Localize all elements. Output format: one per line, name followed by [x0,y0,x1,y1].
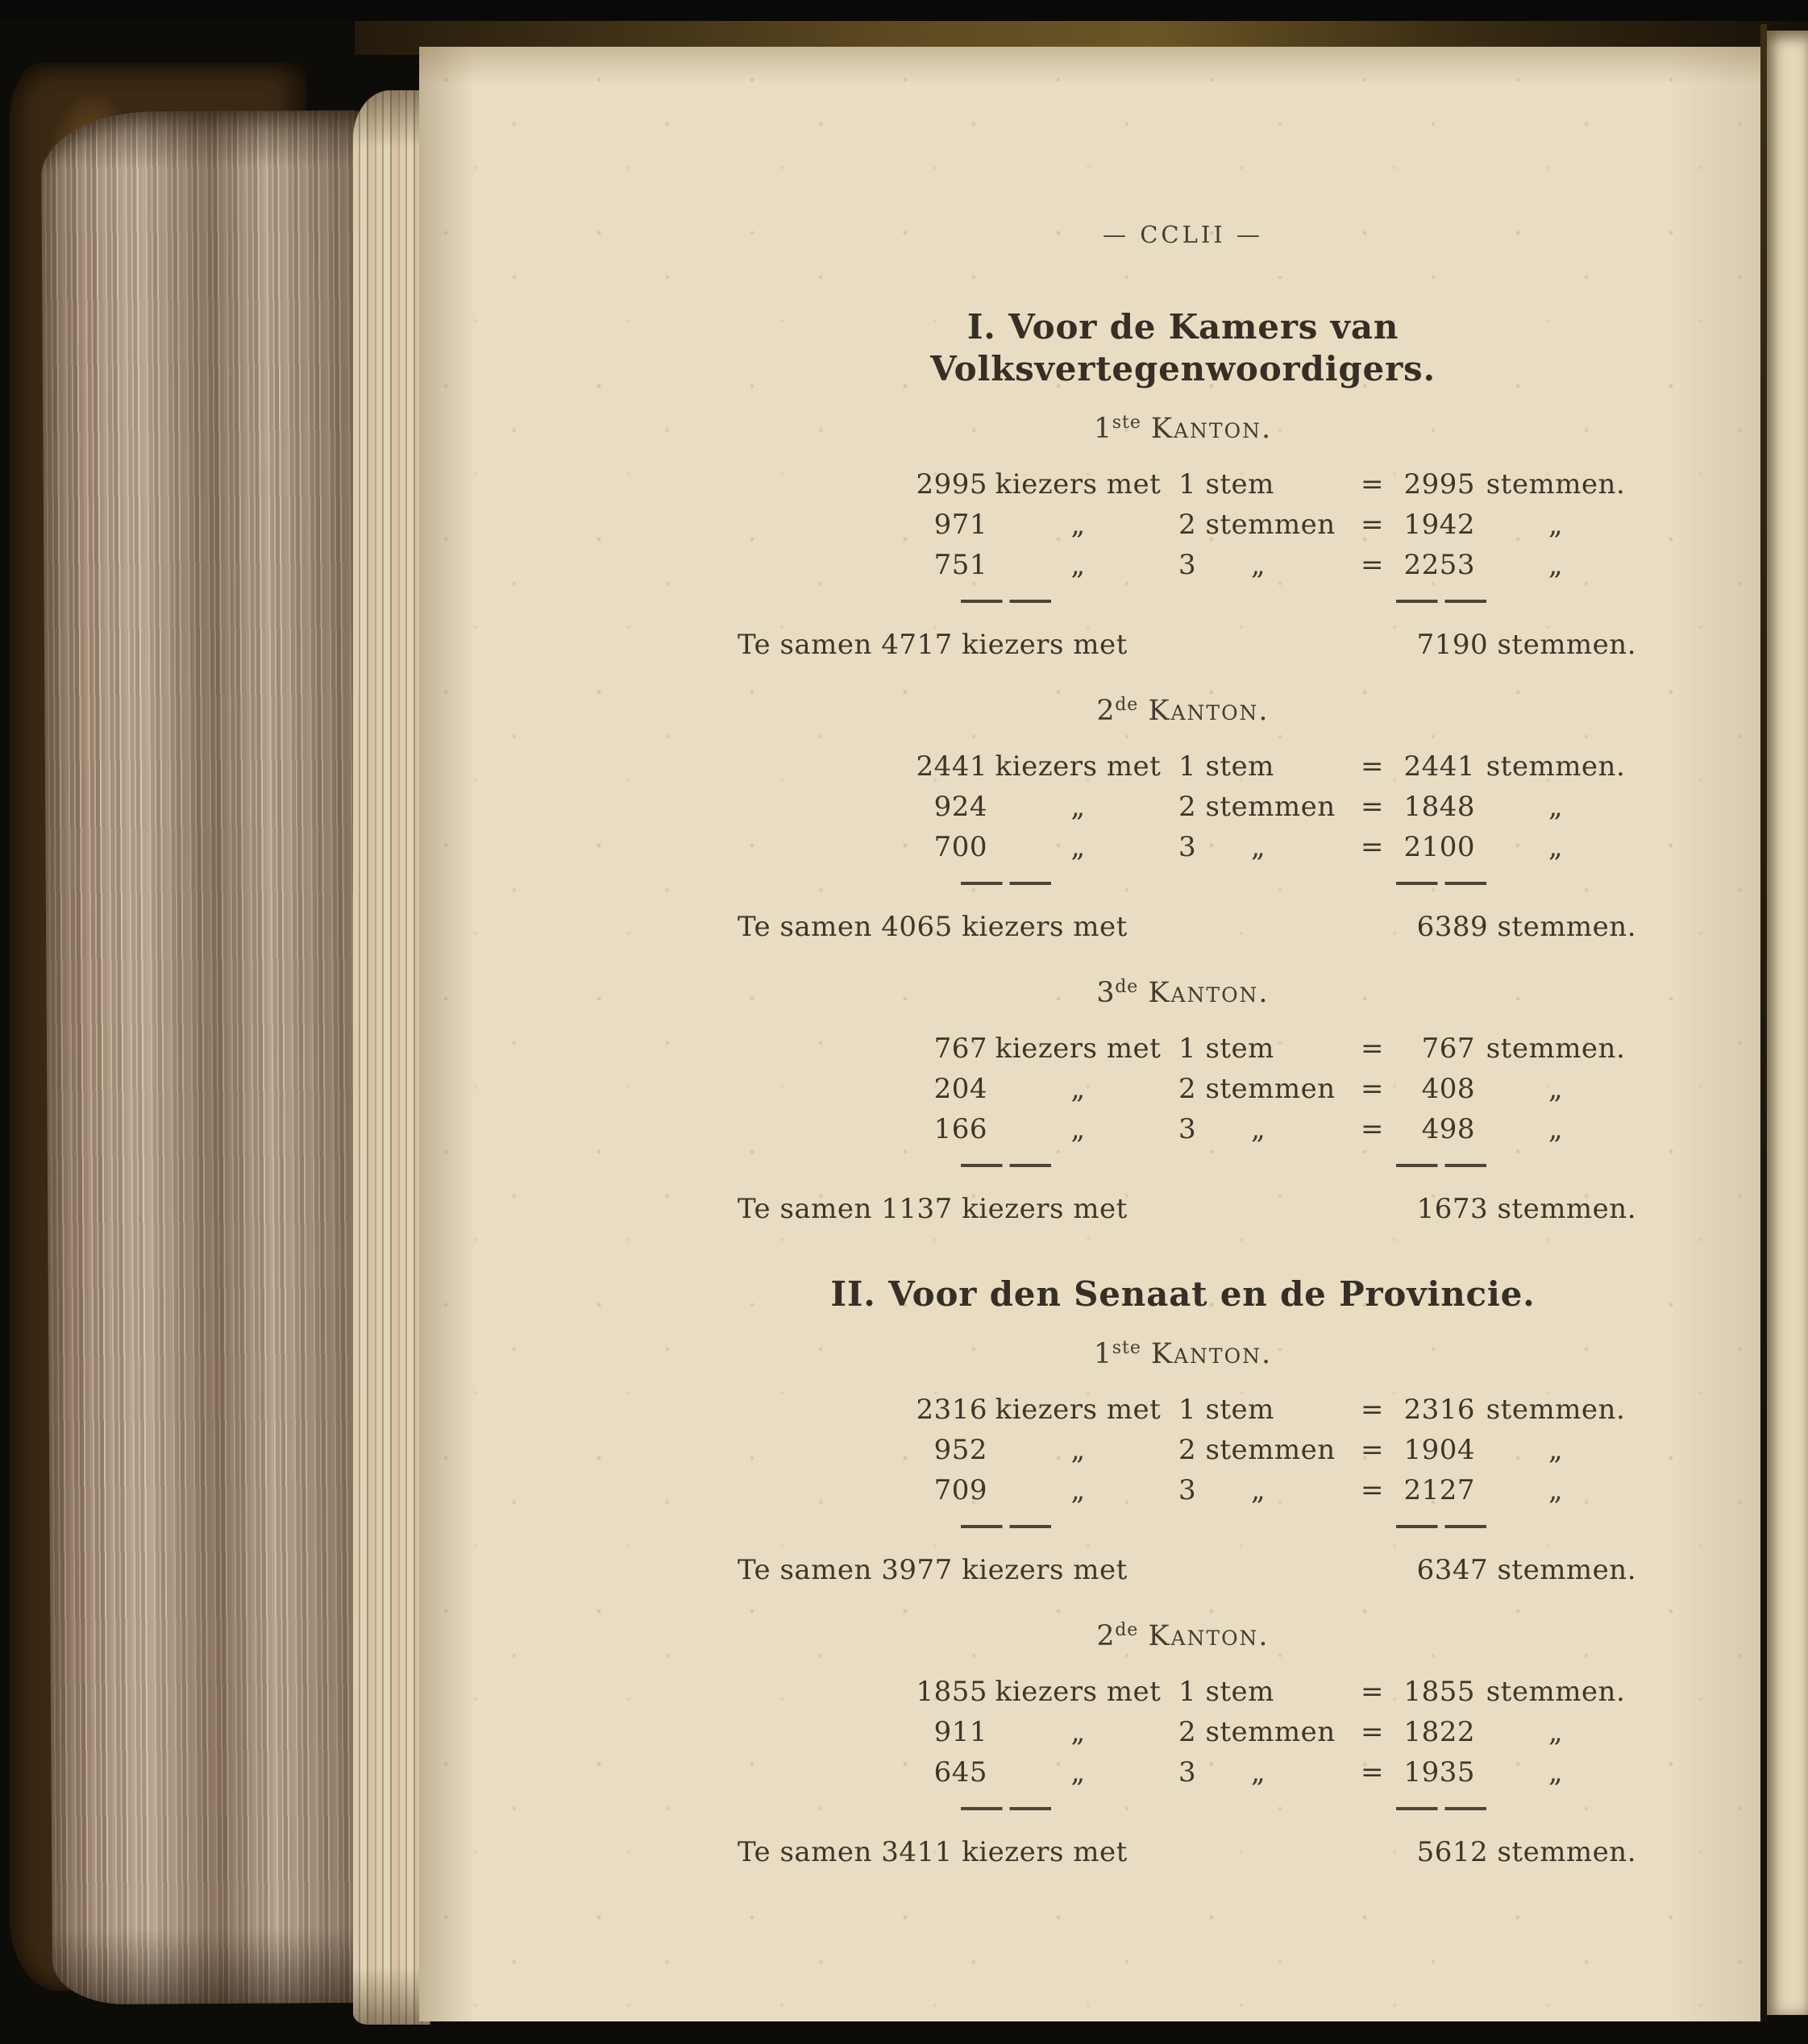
kanton-number: 2 [1096,1620,1116,1652]
vote-cell: = [1361,1676,1384,1708]
total-row [729,627,1636,663]
next-page-sliver [1767,31,1808,2015]
vote-cell: = [1361,831,1384,863]
vote-cell: = [1361,1032,1384,1065]
page-content [419,47,1762,1870]
vote-cell: 911 [933,1716,987,1748]
vote-cell: 2100 [1403,831,1475,863]
vote-cell: = [1361,509,1384,541]
total-row [729,909,1636,945]
vote-cell: 645 [933,1756,987,1788]
vote-cell: „ [1548,1716,1564,1748]
sum-rule-left [961,600,1051,603]
vote-cell: 1 stem [1178,1032,1274,1065]
vote-table [911,1390,1636,1535]
vote-cell: stemmen. [1486,1394,1626,1426]
sum-rules-row [911,1525,1636,1535]
kanton-number: 1 [1093,1338,1112,1370]
vote-cell: 204 [933,1073,987,1105]
vote-cell: „ [1548,791,1564,823]
total-left: Te samen 3411 kiezers met [738,1836,1128,1868]
vote-cell: stemmen. [1486,750,1626,783]
total-right: 1673 stemmen. [1416,1193,1636,1225]
vote-cell: „ [1548,1434,1564,1466]
total-left: Te samen 4065 kiezers met [738,911,1128,943]
kanton-ordinal-suffix: de [1115,977,1139,997]
section-2-kantons [729,1336,1636,1870]
kanton-heading [729,1336,1636,1372]
vote-cell: 408 [1421,1073,1475,1105]
vote-cell: „ [1070,1073,1086,1105]
vote-row [911,1712,1636,1752]
sum-rule-left [961,1525,1051,1528]
vote-cell: „ [1070,509,1086,541]
vote-cell: 1822 [1403,1716,1475,1748]
vote-row [911,1028,1636,1069]
kanton-ordinal-suffix: de [1115,1620,1139,1640]
vote-cell: 2 stemmen [1178,1073,1336,1105]
total-right: 5612 stemmen. [1416,1836,1636,1868]
vote-cell: „ [1548,1756,1564,1788]
vote-cell: „ [1548,1113,1564,1145]
kanton-heading [729,975,1636,1011]
vote-cell: stemmen. [1486,468,1626,501]
vote-cell: 1855 [1403,1676,1475,1708]
vote-cell: stemmen. [1486,1676,1626,1708]
vote-cell: kiezers met [995,1032,1162,1065]
sum-rules-row [911,1164,1636,1174]
vote-cell: 700 [933,831,987,863]
vote-row [911,787,1636,827]
vote-cell: 3 „ [1178,1113,1266,1145]
sum-rules-row [911,600,1636,609]
kanton-block [729,975,1636,1227]
vote-cell: 1942 [1403,509,1475,541]
kanton-block [729,1618,1636,1870]
vote-cell: 2316 [1403,1394,1475,1426]
vote-cell: 971 [933,509,987,541]
kanton-heading [729,1618,1636,1654]
vote-cell: 751 [933,549,987,581]
vote-cell: 2995 [916,468,987,501]
vote-cell: 2 stemmen [1178,1434,1336,1466]
vote-cell: 1935 [1403,1756,1475,1788]
vote-table [911,464,1636,609]
vote-cell: „ [1548,831,1564,863]
vote-cell: 2253 [1403,549,1475,581]
vote-cell: „ [1070,1474,1086,1506]
vote-row [911,827,1636,867]
vote-row [911,1672,1636,1712]
book-page [419,47,1762,2021]
total-row [729,1191,1636,1227]
kanton-heading [729,693,1636,729]
vote-cell: = [1361,1756,1384,1788]
kanton-label: Kanton. [1148,977,1270,1009]
vote-cell: = [1361,1113,1384,1145]
total-row [729,1552,1636,1588]
vote-row [911,1069,1636,1109]
fanned-page-edges [41,110,375,2005]
kanton-label: Kanton. [1148,1620,1270,1652]
vote-row [911,746,1636,787]
sum-rule-right [1396,1525,1486,1528]
vote-cell: „ [1548,1474,1564,1506]
vote-cell: 952 [933,1434,987,1466]
vote-cell: = [1361,1073,1384,1105]
sum-rule-right [1396,1807,1486,1810]
sum-rules-row [911,882,1636,891]
vote-cell: „ [1548,549,1564,581]
vote-cell: kiezers met [995,750,1162,783]
vote-cell: 1855 [916,1676,987,1708]
scan-background-top [0,0,1808,21]
vote-cell: „ [1070,1434,1086,1466]
vote-cell: „ [1548,509,1564,541]
vote-cell: 498 [1421,1113,1475,1145]
vote-cell: 3 „ [1178,549,1266,581]
kanton-ordinal-suffix: ste [1112,413,1141,433]
vote-cell: 767 [1421,1032,1475,1065]
vote-row [911,464,1636,505]
total-right: 6347 stemmen. [1416,1554,1636,1586]
vote-cell: 166 [933,1113,987,1145]
total-left: Te samen 1137 kiezers met [738,1193,1128,1225]
section-title-2: II. Voor den Senaat en de Provincie. [830,1274,1536,1314]
kanton-block [729,411,1636,663]
vote-cell: kiezers met [995,1394,1162,1426]
vote-cell: = [1361,1474,1384,1506]
vote-cell: „ [1070,791,1086,823]
vote-row [911,1109,1636,1149]
vote-row [911,1752,1636,1793]
total-left: Te samen 4717 kiezers met [738,629,1128,661]
vote-cell: 1 stem [1178,468,1274,501]
vote-cell: = [1361,791,1384,823]
vote-cell: 2 stemmen [1178,1716,1336,1748]
sum-rule-right [1396,1164,1486,1167]
vote-row [911,1430,1636,1470]
sum-rule-left [961,1807,1051,1810]
total-row [729,1834,1636,1870]
vote-cell: „ [1070,1716,1086,1748]
kanton-ordinal-suffix: ste [1112,1338,1141,1358]
vote-cell: 1 stem [1178,1394,1274,1426]
vote-cell: = [1361,468,1384,501]
total-left: Te samen 3977 kiezers met [738,1554,1128,1586]
vote-cell: 3 „ [1178,1756,1266,1788]
vote-cell: 1904 [1403,1434,1475,1466]
vote-cell: = [1361,750,1384,783]
vote-cell: 924 [933,791,987,823]
vote-cell: = [1361,549,1384,581]
kanton-number: 2 [1096,695,1116,727]
vote-cell: „ [1070,549,1086,581]
vote-cell: 1848 [1403,791,1475,823]
vote-cell: 2127 [1403,1474,1475,1506]
vote-cell: „ [1070,1756,1086,1788]
vote-cell: = [1361,1434,1384,1466]
kanton-number: 3 [1096,977,1116,1009]
kanton-heading [729,411,1636,447]
vote-cell: kiezers met [995,468,1162,501]
vote-table [911,746,1636,891]
kanton-label: Kanton. [1150,413,1273,445]
vote-cell: 3 „ [1178,831,1266,863]
vote-cell: 1 stem [1178,1676,1274,1708]
section-1-kantons [729,411,1636,1227]
vote-cell: 2 stemmen [1178,791,1336,823]
vote-cell: = [1361,1394,1384,1426]
vote-row [911,1470,1636,1510]
vote-row [911,505,1636,545]
vote-row [911,545,1636,585]
sum-rule-right [1396,600,1486,603]
sum-rule-left [961,1164,1051,1167]
page-gutter-shadow [1760,24,1767,2021]
vote-table [911,1028,1636,1174]
vote-cell: 2995 [1403,468,1475,501]
vote-cell: 2441 [916,750,987,783]
page-number: — CCLII — [1103,221,1263,248]
kanton-block [729,693,1636,945]
vote-cell: 2 stemmen [1178,509,1336,541]
total-right: 6389 stemmen. [1416,911,1636,943]
sum-rule-left [961,882,1051,885]
vote-cell: 767 [933,1032,987,1065]
vote-cell: 709 [933,1474,987,1506]
vote-cell: stemmen. [1486,1032,1626,1065]
vote-cell: kiezers met [995,1676,1162,1708]
sum-rule-right [1396,882,1486,885]
vote-row [911,1390,1636,1430]
sum-rules-row [911,1807,1636,1817]
vote-table [911,1672,1636,1817]
vote-cell: „ [1070,1113,1086,1145]
vote-cell: 1 stem [1178,750,1274,783]
kanton-label: Kanton. [1148,695,1270,727]
kanton-block [729,1336,1636,1588]
kanton-ordinal-suffix: de [1115,695,1139,715]
vote-cell: „ [1070,831,1086,863]
section-title-1: I. Voor de Kamers van Volksvertegenwoordigers. [930,307,1436,388]
vote-cell: 2316 [916,1394,987,1426]
vote-cell: = [1361,1716,1384,1748]
kanton-number: 1 [1093,413,1112,445]
total-right: 7190 stemmen. [1416,629,1636,661]
vote-cell: 2441 [1403,750,1475,783]
vote-cell: „ [1548,1073,1564,1105]
kanton-label: Kanton. [1150,1338,1273,1370]
vote-cell: 3 „ [1178,1474,1266,1506]
